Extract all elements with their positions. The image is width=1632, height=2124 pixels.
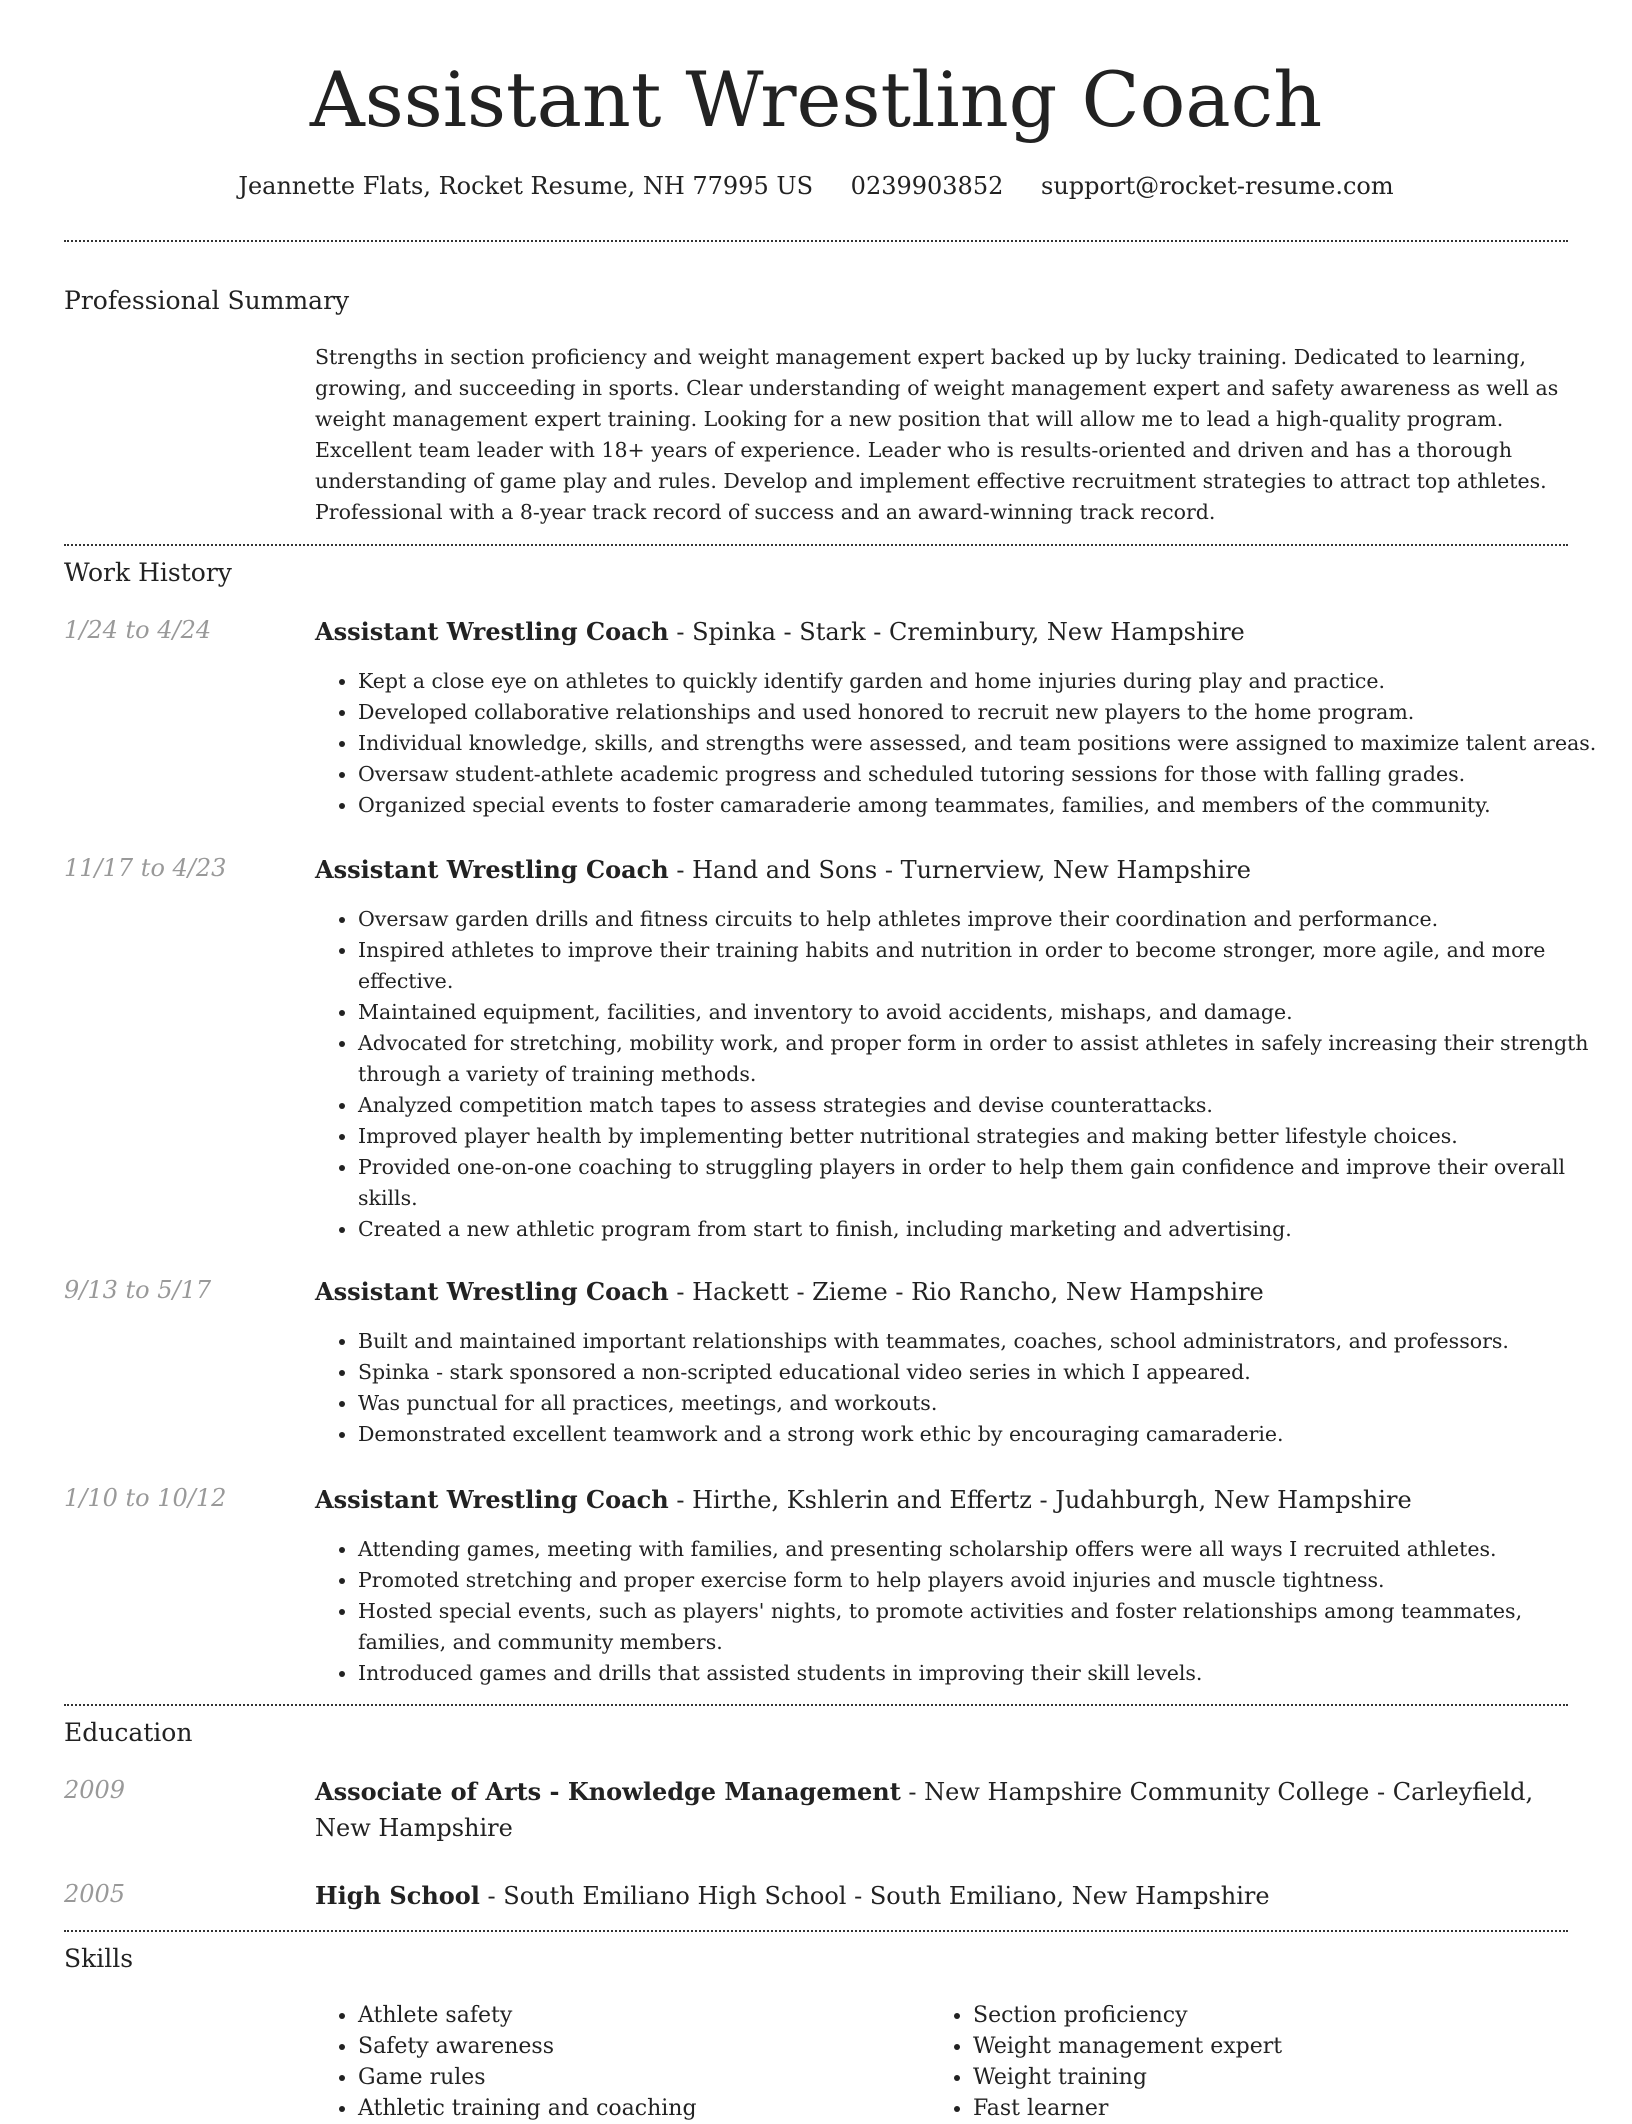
job-bullets — [315, 1534, 1608, 1689]
job-bullet: • Attending games, meeting with families, and presenting scholarship offers were all ways I recruited athletes. — [358, 1534, 1608, 1565]
resume-title: Assistant Wrestling Coach — [309, 55, 1323, 144]
education-title — [315, 1878, 1565, 1914]
skill-item: • Safety awareness — [358, 2031, 958, 2062]
divider — [64, 544, 1568, 546]
job-title — [315, 1482, 1565, 1518]
job-title — [315, 614, 1565, 650]
skill-item: • Fast learner — [973, 2093, 1573, 2124]
job-bullet: • Improved player health by implementing better nutritional strategies and making better lifestyle choices. — [358, 1121, 1608, 1152]
divider — [64, 240, 1568, 242]
job-bullet: • Provided one-on-one coaching to struggling players in order to help them gain confidence and improve their overall skills. — [358, 1152, 1608, 1214]
contact-email: support@rocket-resume.com — [1041, 172, 1394, 200]
job-bullet: • Built and maintained important relationships with teammates, coaches, school administrators, and professors. — [358, 1326, 1608, 1357]
job-employer: - Hand and Sons - Turnerview, New Hampshire — [668, 856, 1251, 884]
education-year: 2005 — [64, 1880, 126, 1908]
job-bullet: • Oversaw garden drills and fitness circuits to help athletes improve their coordination and performance. — [358, 904, 1608, 935]
job-dates: 1/10 to 10/12 — [64, 1484, 227, 1512]
job-bullet: • Kept a close eye on athletes to quickly identify garden and home injuries during play and practice. — [358, 666, 1608, 697]
skill-item: • Game rules — [358, 2062, 958, 2093]
job-bullet: • Created a new athletic program from start to finish, including marketing and advertising. — [358, 1214, 1608, 1245]
job-bullets — [315, 1326, 1608, 1450]
job-bullets — [315, 666, 1608, 821]
job-bullet: • Individual knowledge, skills, and strengths were assessed, and team positions were assigned to maximize talent areas. — [358, 728, 1608, 759]
section-heading-summary: Professional Summary — [64, 286, 350, 315]
education-title — [315, 1774, 1565, 1846]
job-bullet: • Maintained equipment, facilities, and inventory to avoid accidents, mishaps, and damage. — [358, 997, 1608, 1028]
section-heading-work-history: Work History — [64, 558, 232, 587]
job-bullet: • Oversaw student-athlete academic progress and scheduled tutoring sessions for those with falling grades. — [358, 759, 1608, 790]
job-bullet: • Demonstrated excellent teamwork and a strong work ethic by encouraging camaraderie. — [358, 1419, 1608, 1450]
job-bullet: • Introduced games and drills that assisted students in improving their skill levels. — [358, 1658, 1608, 1689]
job-role: Assistant Wrestling Coach — [315, 1277, 669, 1306]
job-dates: 11/17 to 4/23 — [64, 854, 227, 882]
contact-phone: 0239903852 — [850, 172, 1004, 200]
section-heading-skills: Skills — [64, 1944, 134, 1973]
contact-line — [0, 170, 1632, 202]
job-bullet: • Developed collaborative relationships and used honored to recruit new players to the home program. — [358, 697, 1608, 728]
skill-item: • Weight training — [973, 2062, 1573, 2093]
contact-address: Jeannette Flats, Rocket Resume, NH 77995 US — [238, 172, 814, 200]
education-school: - New Hampshire Community College - Carleyfield, New Hampshire — [315, 1778, 1534, 1842]
job-employer: - Hirthe, Kshlerin and Effertz - Judahburgh, New Hampshire — [668, 1486, 1412, 1514]
divider — [64, 1704, 1568, 1706]
job-title — [315, 1274, 1565, 1310]
job-bullet: • Promoted stretching and proper exercise form to help players avoid injuries and muscle tightness. — [358, 1565, 1608, 1596]
skill-item: • Weight management expert — [973, 2031, 1573, 2062]
skill-item: • Athletic training and coaching — [358, 2093, 958, 2124]
skill-item: • Section proficiency — [973, 2000, 1573, 2031]
job-bullet: • Inspired athletes to improve their training habits and nutrition in order to become stronger, more agile, and more effective. — [358, 935, 1608, 997]
education-year: 2009 — [64, 1776, 126, 1804]
education-degree: Associate of Arts - Knowledge Management — [315, 1777, 901, 1806]
job-bullets — [315, 904, 1608, 1245]
job-bullet: • Advocated for stretching, mobility work, and proper form in order to assist athletes in safely increasing their strength through a variety of training methods. — [358, 1028, 1608, 1090]
job-bullet: • Analyzed competition match tapes to assess strategies and devise counterattacks. — [358, 1090, 1608, 1121]
job-bullet: • Spinka - stark sponsored a non-scripted educational video series in which I appeared. — [358, 1357, 1608, 1388]
job-role: Assistant Wrestling Coach — [315, 855, 669, 884]
job-title — [315, 852, 1565, 888]
job-employer: - Spinka - Stark - Creminbury, New Hampshire — [668, 618, 1245, 646]
job-employer: - Hackett - Zieme - Rio Rancho, New Hampshire — [668, 1278, 1264, 1306]
job-role: Assistant Wrestling Coach — [315, 1485, 669, 1514]
education-degree: High School — [315, 1881, 480, 1910]
summary-text: Strengths in section proficiency and weight management expert backed up by lucky training. Dedicated to learning, growing, and succeeding in sports. Clear understanding of weight management expert and safety awareness as well as weight management expert training. Looking for a new position that will allow me to lead a high-quality program. Excellent team leader with 18+ years of experience. Leader who is results-oriented and driven and has a thorough understanding of game play and rules. Develop and implement effective recruitment strategies to attract top athletes. Professional with a 8-year track record of success and an award-winning track record. — [315, 345, 1559, 524]
divider — [64, 1930, 1568, 1932]
skill-item: • Athlete safety — [358, 2000, 958, 2031]
job-bullet: • Was punctual for all practices, meetings, and workouts. — [358, 1388, 1608, 1419]
job-dates: 1/24 to 4/24 — [64, 616, 212, 644]
section-heading-education: Education — [64, 1718, 193, 1747]
job-role: Assistant Wrestling Coach — [315, 617, 669, 646]
education-school: - South Emiliano High School - South Emiliano, New Hampshire — [479, 1882, 1270, 1910]
job-bullet: • Organized special events to foster camaraderie among teammates, families, and members of the community. — [358, 790, 1608, 821]
skills-list-left — [315, 2000, 958, 2124]
job-bullet: • Hosted special events, such as players' nights, to promote activities and foster relationships among teammates, families, and community members. — [358, 1596, 1608, 1658]
job-dates: 9/13 to 5/17 — [64, 1276, 212, 1304]
skills-list-right — [930, 2000, 1573, 2124]
